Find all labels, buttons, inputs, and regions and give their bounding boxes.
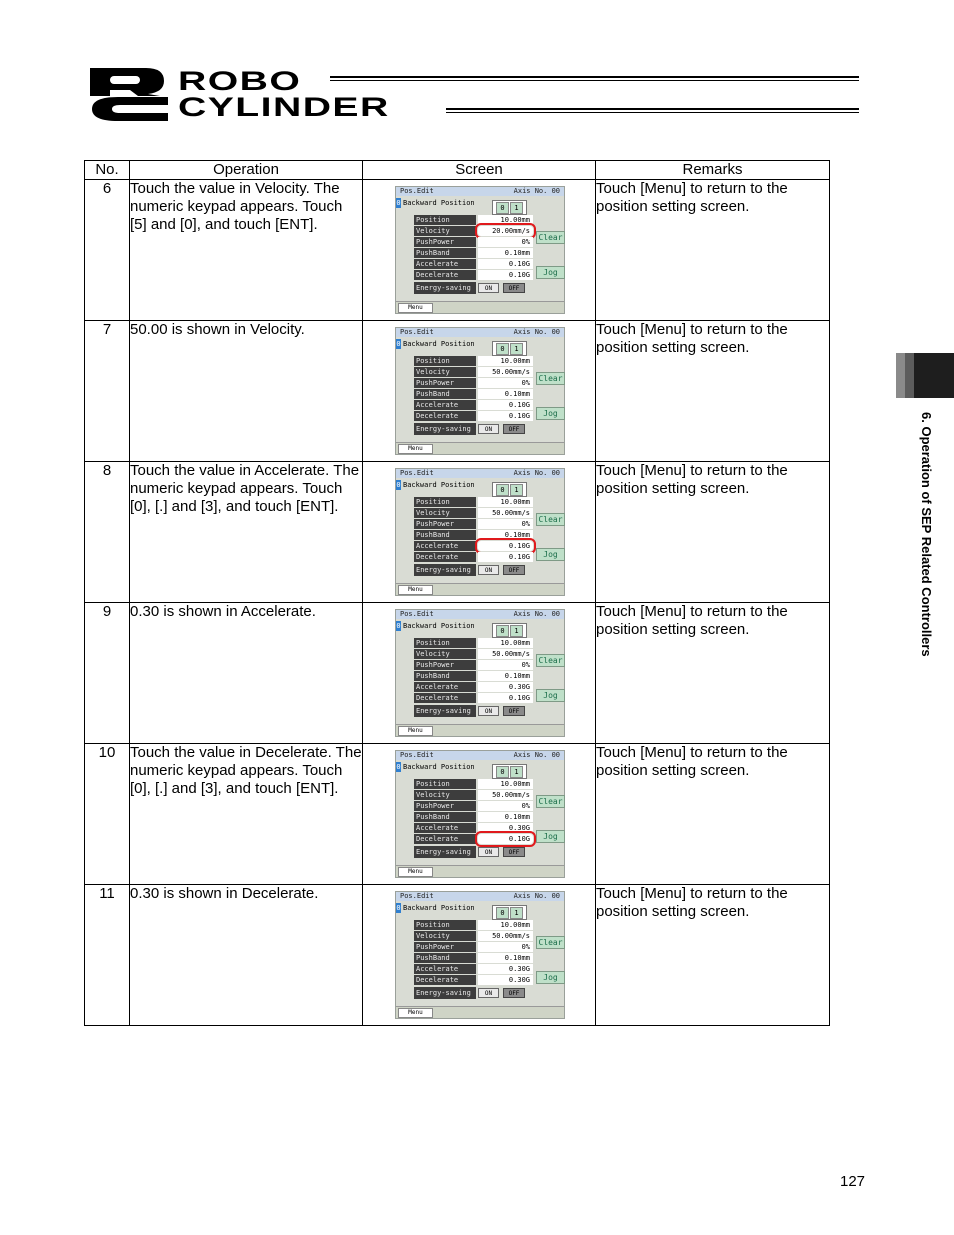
page-number: 127 bbox=[840, 1173, 866, 1190]
param-label-position: Position bbox=[414, 356, 476, 366]
header-rule bbox=[446, 112, 859, 113]
param-row-pushpower bbox=[414, 660, 533, 671]
operation-text: Touch the value in Accelerate. The numeric keypad appears. Touch [0], [.] and [3], and touch [ENT]. bbox=[130, 462, 363, 603]
position-name-text: Backward Position bbox=[403, 481, 475, 489]
param-value-accelerate[interactable]: 0.30G bbox=[478, 964, 533, 974]
energy-off-button[interactable]: OFF bbox=[503, 424, 525, 434]
step-number: 10 bbox=[85, 744, 130, 885]
position-selector bbox=[492, 482, 527, 497]
position-0-button[interactable]: 0 bbox=[496, 625, 509, 637]
param-value-pushband[interactable]: 0.10mm bbox=[478, 389, 533, 399]
param-label-energy: Energy-saving bbox=[414, 705, 476, 717]
energy-on-button[interactable]: ON bbox=[478, 988, 499, 998]
param-row-pushband bbox=[414, 389, 533, 400]
param-label-velocity: Velocity bbox=[414, 931, 476, 941]
param-row-energy bbox=[414, 564, 533, 577]
position-name-text: Backward Position bbox=[403, 763, 475, 771]
position-name bbox=[396, 480, 475, 490]
param-label-pushpower: PushPower bbox=[414, 942, 476, 952]
position-edit-screen bbox=[395, 186, 565, 314]
param-value-decelerate[interactable]: 0.10G bbox=[478, 411, 533, 421]
param-label-pushpower: PushPower bbox=[414, 378, 476, 388]
header-rule bbox=[330, 80, 859, 81]
position-index: 0 bbox=[396, 622, 401, 630]
param-value-position[interactable]: 10.00mm bbox=[478, 356, 533, 366]
param-label-velocity: Velocity bbox=[414, 226, 476, 236]
energy-on-button[interactable]: ON bbox=[478, 424, 499, 434]
clear-button[interactable]: Clear bbox=[536, 513, 565, 526]
jog-button[interactable]: Jog bbox=[536, 830, 565, 843]
table-row bbox=[85, 180, 830, 321]
param-label-velocity: Velocity bbox=[414, 649, 476, 659]
param-label-pushpower: PushPower bbox=[414, 801, 476, 811]
parameter-list bbox=[414, 638, 533, 718]
param-row-velocity bbox=[414, 931, 533, 942]
position-selector bbox=[492, 341, 527, 356]
energy-toggle bbox=[478, 282, 533, 292]
step-number: 7 bbox=[85, 321, 130, 462]
param-label-accelerate: Accelerate bbox=[414, 400, 476, 410]
operation-text: 50.00 is shown in Velocity. bbox=[130, 321, 363, 462]
operation-text: Touch the value in Velocity. The numeric keypad appears. Touch [5] and [0], and touch [ENT]. bbox=[130, 180, 363, 321]
param-value-pushband[interactable]: 0.10mm bbox=[478, 812, 533, 822]
param-row-pushband bbox=[414, 248, 533, 259]
table-row bbox=[85, 744, 830, 885]
param-row-decelerate bbox=[414, 834, 533, 845]
position-1-button[interactable]: 1 bbox=[510, 484, 523, 496]
param-row-pushpower bbox=[414, 378, 533, 389]
menu-button[interactable]: Menu bbox=[398, 867, 433, 877]
operation-table bbox=[84, 160, 830, 1026]
param-label-pushband: PushBand bbox=[414, 389, 476, 399]
param-label-decelerate: Decelerate bbox=[414, 552, 476, 562]
param-label-position: Position bbox=[414, 215, 476, 225]
header-rule bbox=[446, 108, 859, 110]
rc-logo-mark bbox=[88, 66, 170, 122]
position-name-text: Backward Position bbox=[403, 904, 475, 912]
position-index: 0 bbox=[396, 199, 401, 207]
param-row-accelerate bbox=[414, 400, 533, 411]
screen-cell bbox=[363, 462, 596, 603]
param-value-accelerate[interactable]: 0.10G bbox=[478, 400, 533, 410]
param-value-velocity[interactable]: 50.00mm/s bbox=[478, 931, 533, 941]
param-label-decelerate: Decelerate bbox=[414, 411, 476, 421]
param-label-decelerate: Decelerate bbox=[414, 975, 476, 985]
param-value-pushpower[interactable]: 0% bbox=[478, 801, 533, 811]
remarks-text: Touch [Menu] to return to the position setting screen. bbox=[596, 603, 830, 744]
param-label-position: Position bbox=[414, 920, 476, 930]
param-row-pushband bbox=[414, 812, 533, 823]
param-label-velocity: Velocity bbox=[414, 508, 476, 518]
param-value-position[interactable]: 10.00mm bbox=[478, 638, 533, 648]
energy-off-button[interactable]: OFF bbox=[503, 565, 525, 575]
position-name bbox=[396, 339, 475, 349]
param-value-velocity[interactable]: 50.00mm/s bbox=[478, 790, 533, 800]
position-1-button[interactable]: 1 bbox=[510, 625, 523, 637]
param-value-pushpower[interactable]: 0% bbox=[478, 519, 533, 529]
clear-button[interactable]: Clear bbox=[536, 231, 565, 244]
param-row-velocity bbox=[414, 508, 533, 519]
logo-word-robo: ROBO bbox=[178, 66, 302, 96]
title-bar bbox=[396, 892, 564, 901]
param-label-position: Position bbox=[414, 497, 476, 507]
param-row-accelerate bbox=[414, 964, 533, 975]
position-name-text: Backward Position bbox=[403, 622, 475, 630]
param-value-pushband[interactable]: 0.10mm bbox=[478, 671, 533, 681]
position-1-button[interactable]: 1 bbox=[510, 766, 523, 778]
param-label-accelerate: Accelerate bbox=[414, 259, 476, 269]
energy-off-button[interactable]: OFF bbox=[503, 847, 525, 857]
menu-bar bbox=[396, 583, 564, 595]
axis-number: Axis No. 00 bbox=[513, 751, 560, 759]
energy-off-button[interactable]: OFF bbox=[503, 988, 525, 998]
param-value-accelerate[interactable]: 0.30G bbox=[478, 682, 533, 692]
screen-cell bbox=[363, 321, 596, 462]
param-value-velocity[interactable]: 50.00mm/s bbox=[478, 649, 533, 659]
position-0-button[interactable]: 0 bbox=[496, 907, 509, 919]
position-edit-screen bbox=[395, 327, 565, 455]
energy-on-button[interactable]: ON bbox=[478, 565, 499, 575]
screen-cell bbox=[363, 603, 596, 744]
title-bar bbox=[396, 469, 564, 478]
axis-number: Axis No. 00 bbox=[513, 187, 560, 195]
jog-button[interactable]: Jog bbox=[536, 266, 565, 279]
header-no: No. bbox=[85, 161, 130, 180]
position-name bbox=[396, 198, 475, 208]
position-selector bbox=[492, 200, 527, 215]
screen-title: Pos.Edit bbox=[400, 469, 434, 477]
param-value-position[interactable]: 10.00mm bbox=[478, 920, 533, 930]
energy-on-button[interactable]: ON bbox=[478, 706, 499, 716]
param-label-decelerate: Decelerate bbox=[414, 270, 476, 280]
param-row-pushband bbox=[414, 953, 533, 964]
energy-off-button[interactable]: OFF bbox=[503, 283, 525, 293]
param-row-accelerate bbox=[414, 541, 533, 552]
param-label-velocity: Velocity bbox=[414, 790, 476, 800]
menu-bar bbox=[396, 1006, 564, 1018]
param-row-pushpower bbox=[414, 519, 533, 530]
position-0-button[interactable]: 0 bbox=[496, 202, 509, 214]
param-label-accelerate: Accelerate bbox=[414, 682, 476, 692]
clear-button[interactable]: Clear bbox=[536, 372, 565, 385]
energy-toggle bbox=[478, 987, 533, 997]
energy-toggle bbox=[478, 423, 533, 433]
param-label-pushpower: PushPower bbox=[414, 519, 476, 529]
jog-button[interactable]: Jog bbox=[536, 689, 565, 702]
energy-toggle bbox=[478, 846, 533, 856]
axis-number: Axis No. 00 bbox=[513, 892, 560, 900]
param-value-decelerate[interactable]: 0.10G bbox=[478, 693, 533, 703]
screen-title: Pos.Edit bbox=[400, 187, 434, 195]
param-row-energy bbox=[414, 282, 533, 295]
param-row-position bbox=[414, 638, 533, 649]
position-selector bbox=[492, 905, 527, 920]
param-value-pushpower[interactable]: 0% bbox=[478, 942, 533, 952]
param-label-accelerate: Accelerate bbox=[414, 823, 476, 833]
chapter-label bbox=[918, 412, 938, 712]
param-label-velocity: Velocity bbox=[414, 367, 476, 377]
screen-title: Pos.Edit bbox=[400, 610, 434, 618]
position-0-button[interactable]: 0 bbox=[496, 766, 509, 778]
param-value-decelerate[interactable]: 0.30G bbox=[478, 975, 533, 985]
param-row-decelerate bbox=[414, 552, 533, 563]
param-value-position[interactable]: 10.00mm bbox=[478, 497, 533, 507]
param-value-position[interactable]: 10.00mm bbox=[478, 215, 533, 225]
table-header-row bbox=[85, 161, 830, 180]
energy-on-button[interactable]: ON bbox=[478, 283, 499, 293]
header-screen: Screen bbox=[363, 161, 596, 180]
jog-button[interactable]: Jog bbox=[536, 407, 565, 420]
step-number: 8 bbox=[85, 462, 130, 603]
menu-button[interactable]: Menu bbox=[398, 303, 433, 313]
menu-bar bbox=[396, 442, 564, 454]
position-index: 0 bbox=[396, 904, 401, 912]
robo-cylinder-logo bbox=[88, 66, 438, 124]
param-row-pushpower bbox=[414, 237, 533, 248]
energy-off-button[interactable]: OFF bbox=[503, 706, 525, 716]
axis-number: Axis No. 00 bbox=[513, 469, 560, 477]
menu-button[interactable]: Menu bbox=[398, 1008, 433, 1018]
param-row-energy bbox=[414, 423, 533, 436]
menu-bar bbox=[396, 865, 564, 877]
menu-button[interactable]: Menu bbox=[398, 585, 433, 595]
axis-number: Axis No. 00 bbox=[513, 328, 560, 336]
param-label-energy: Energy-saving bbox=[414, 282, 476, 294]
param-row-position bbox=[414, 356, 533, 367]
param-row-accelerate bbox=[414, 682, 533, 693]
parameter-list bbox=[414, 920, 533, 1000]
position-selector bbox=[492, 764, 527, 779]
param-row-velocity bbox=[414, 790, 533, 801]
param-value-pushpower[interactable]: 0% bbox=[478, 237, 533, 247]
param-row-velocity bbox=[414, 649, 533, 660]
param-row-energy bbox=[414, 705, 533, 718]
position-edit-screen bbox=[395, 891, 565, 1019]
chapter-label-text: 6. Operation of SEP Related Controllers bbox=[919, 412, 934, 657]
step-number: 11 bbox=[85, 885, 130, 1026]
param-value-accelerate[interactable]: 0.10G bbox=[478, 259, 533, 269]
param-value-velocity[interactable]: 50.00mm/s bbox=[478, 367, 533, 377]
param-label-pushband: PushBand bbox=[414, 671, 476, 681]
param-row-accelerate bbox=[414, 259, 533, 270]
position-index: 0 bbox=[396, 340, 401, 348]
param-value-velocity[interactable]: 20.00mm/s bbox=[478, 226, 533, 236]
param-row-velocity bbox=[414, 367, 533, 378]
param-label-decelerate: Decelerate bbox=[414, 834, 476, 844]
param-value-pushband[interactable]: 0.10mm bbox=[478, 530, 533, 540]
axis-number: Axis No. 00 bbox=[513, 610, 560, 618]
param-value-pushpower[interactable]: 0% bbox=[478, 660, 533, 670]
operation-text: 0.30 is shown in Accelerate. bbox=[130, 603, 363, 744]
operation-text: 0.30 is shown in Decelerate. bbox=[130, 885, 363, 1026]
param-label-energy: Energy-saving bbox=[414, 423, 476, 435]
param-label-energy: Energy-saving bbox=[414, 987, 476, 999]
position-index: 0 bbox=[396, 763, 401, 771]
param-label-position: Position bbox=[414, 779, 476, 789]
remarks-text: Touch [Menu] to return to the position setting screen. bbox=[596, 744, 830, 885]
remarks-text: Touch [Menu] to return to the position setting screen. bbox=[596, 180, 830, 321]
position-name-text: Backward Position bbox=[403, 340, 475, 348]
param-value-decelerate[interactable]: 0.10G bbox=[478, 834, 533, 844]
param-row-position bbox=[414, 497, 533, 508]
parameter-list bbox=[414, 215, 533, 295]
position-0-button[interactable]: 0 bbox=[496, 484, 509, 496]
energy-on-button[interactable]: ON bbox=[478, 847, 499, 857]
position-name bbox=[396, 903, 475, 913]
position-0-button[interactable]: 0 bbox=[496, 343, 509, 355]
param-value-decelerate[interactable]: 0.10G bbox=[478, 270, 533, 280]
param-value-position[interactable]: 10.00mm bbox=[478, 779, 533, 789]
energy-toggle bbox=[478, 705, 533, 715]
param-value-pushband[interactable]: 0.10mm bbox=[478, 953, 533, 963]
energy-toggle bbox=[478, 564, 533, 574]
menu-button[interactable]: Menu bbox=[398, 444, 433, 454]
jog-button[interactable]: Jog bbox=[536, 548, 565, 561]
param-row-pushpower bbox=[414, 942, 533, 953]
operation-text: Touch the value in Decelerate. The numeric keypad appears. Touch [0], [.] and [3], and touch [ENT]. bbox=[130, 744, 363, 885]
param-label-pushband: PushBand bbox=[414, 953, 476, 963]
clear-button[interactable]: Clear bbox=[536, 936, 565, 949]
position-1-button[interactable]: 1 bbox=[510, 343, 523, 355]
param-row-energy bbox=[414, 846, 533, 859]
param-label-pushband: PushBand bbox=[414, 812, 476, 822]
header-remarks: Remarks bbox=[596, 161, 830, 180]
param-label-energy: Energy-saving bbox=[414, 846, 476, 858]
logo-word-cylinder: CYLINDER bbox=[178, 92, 390, 122]
position-edit-screen bbox=[395, 609, 565, 737]
param-value-pushband[interactable]: 0.10mm bbox=[478, 248, 533, 258]
param-row-pushband bbox=[414, 671, 533, 682]
screen-cell bbox=[363, 885, 596, 1026]
screen-cell bbox=[363, 744, 596, 885]
header-operation: Operation bbox=[130, 161, 363, 180]
table-row bbox=[85, 462, 830, 603]
param-value-decelerate[interactable]: 0.10G bbox=[478, 552, 533, 562]
step-number: 9 bbox=[85, 603, 130, 744]
table-row bbox=[85, 885, 830, 1026]
title-bar bbox=[396, 751, 564, 760]
param-row-position bbox=[414, 920, 533, 931]
screen-title: Pos.Edit bbox=[400, 328, 434, 336]
param-row-decelerate bbox=[414, 975, 533, 986]
screen-title: Pos.Edit bbox=[400, 892, 434, 900]
param-label-accelerate: Accelerate bbox=[414, 541, 476, 551]
position-1-button[interactable]: 1 bbox=[510, 202, 523, 214]
screen-cell bbox=[363, 180, 596, 321]
table-row bbox=[85, 321, 830, 462]
menu-button[interactable]: Menu bbox=[398, 726, 433, 736]
jog-button[interactable]: Jog bbox=[536, 971, 565, 984]
title-bar bbox=[396, 610, 564, 619]
param-label-pushband: PushBand bbox=[414, 248, 476, 258]
clear-button[interactable]: Clear bbox=[536, 654, 565, 667]
param-value-velocity[interactable]: 50.00mm/s bbox=[478, 508, 533, 518]
position-name bbox=[396, 621, 475, 631]
param-row-velocity bbox=[414, 226, 533, 237]
position-name bbox=[396, 762, 475, 772]
param-label-pushpower: PushPower bbox=[414, 237, 476, 247]
position-index: 0 bbox=[396, 481, 401, 489]
param-row-decelerate bbox=[414, 270, 533, 281]
position-edit-screen bbox=[395, 468, 565, 596]
remarks-text: Touch [Menu] to return to the position setting screen. bbox=[596, 462, 830, 603]
param-row-accelerate bbox=[414, 823, 533, 834]
parameter-list bbox=[414, 779, 533, 859]
menu-bar bbox=[396, 301, 564, 313]
position-selector bbox=[492, 623, 527, 638]
param-row-energy bbox=[414, 987, 533, 1000]
param-row-position bbox=[414, 779, 533, 790]
remarks-text: Touch [Menu] to return to the position setting screen. bbox=[596, 321, 830, 462]
screen-title: Pos.Edit bbox=[400, 751, 434, 759]
param-row-pushband bbox=[414, 530, 533, 541]
clear-button[interactable]: Clear bbox=[536, 795, 565, 808]
param-value-pushpower[interactable]: 0% bbox=[478, 378, 533, 388]
title-bar bbox=[396, 328, 564, 337]
chapter-tab bbox=[896, 353, 954, 398]
table-row bbox=[85, 603, 830, 744]
menu-bar bbox=[396, 724, 564, 736]
title-bar bbox=[396, 187, 564, 196]
parameter-list bbox=[414, 356, 533, 436]
remarks-text: Touch [Menu] to return to the position setting screen. bbox=[596, 885, 830, 1026]
position-1-button[interactable]: 1 bbox=[510, 907, 523, 919]
param-row-pushpower bbox=[414, 801, 533, 812]
param-label-decelerate: Decelerate bbox=[414, 693, 476, 703]
param-label-accelerate: Accelerate bbox=[414, 964, 476, 974]
param-label-energy: Energy-saving bbox=[414, 564, 476, 576]
param-value-accelerate[interactable]: 0.30G bbox=[478, 823, 533, 833]
position-edit-screen bbox=[395, 750, 565, 878]
param-label-position: Position bbox=[414, 638, 476, 648]
param-row-decelerate bbox=[414, 693, 533, 704]
header-rule bbox=[330, 76, 859, 78]
param-label-pushpower: PushPower bbox=[414, 660, 476, 670]
param-row-position bbox=[414, 215, 533, 226]
param-label-pushband: PushBand bbox=[414, 530, 476, 540]
param-row-decelerate bbox=[414, 411, 533, 422]
parameter-list bbox=[414, 497, 533, 577]
param-value-accelerate[interactable]: 0.10G bbox=[478, 541, 533, 551]
position-name-text: Backward Position bbox=[403, 199, 475, 207]
step-number: 6 bbox=[85, 180, 130, 321]
